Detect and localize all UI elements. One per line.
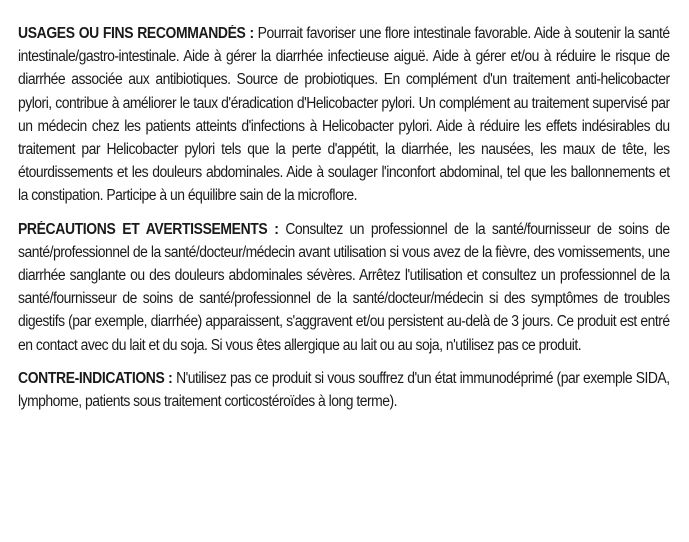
heading-precautions: PRÉCAUTIONS ET AVERTISSEMENTS : xyxy=(18,220,279,238)
body-contre-indications: N'utilisez pas ce produit si vous souffrez d'un état immunodéprimé (par exemple SIDA, lymphome, patients sous traitement corticostéroïdes à long terme). xyxy=(18,369,670,411)
body-usages: Pourrait favoriser une flore intestinale favorable. Aide à soutenir la santé intestinale/gastro-intestinale. Aide à gérer la diarrhée infectieuse aiguë. Aide à gérer et/ou à réduire le risque de diarrhée associée aux antibiotiques. Source de probiotiques. En complément d'un traitement anti-helicobacter pylori, contribue à améliorer le taux d'éradication d'Helicobacter pylori. Un complément au traitement supervisé par un médecin chez les patients atteints d'infections à Helicobacter pylori. Aide à réduire les effets indésirables du traitement par Helicobacter pylori tels que la perte d'appétit, la diarrhée, les nausées, les maux de tête, les étourdissements et les douleurs abdominales. Aide à soulager l'inconfort abdominal, tel que les ballonnements et la constipation. Participe à un équilibre sain de la microflore. xyxy=(18,25,670,205)
body-precautions: Consultez un professionnel de la santé/fournisseur de soins de santé/professionnel de la santé/docteur/médecin avant utilisation si vous avez de la fièvre, des vomissements, une diarrhée sanglante ou des douleurs abdominales sévères. Arrêtez l'utilisation et consultez un professionnel de la santé/fournisseur de soins de santé/professionnel de la santé/docteur/médecin si des symptômes de troubles digestifs (par exemple, diarrhée) apparaissent, s'aggravent et/ou persistent au-delà de 3 jours. Ce produit est entré en contact avec du lait et du soja. Si vous êtes allergique au lait ou au soja, n'utilisez pas ce produit. xyxy=(18,220,670,354)
section-usages xyxy=(18,22,670,208)
section-precautions xyxy=(18,218,670,357)
section-contre-indications xyxy=(18,367,670,413)
heading-contre-indications: CONTRE-INDICATIONS : xyxy=(18,369,173,387)
heading-usages: USAGES OU FINS RECOMMANDÉS : xyxy=(18,25,254,42)
